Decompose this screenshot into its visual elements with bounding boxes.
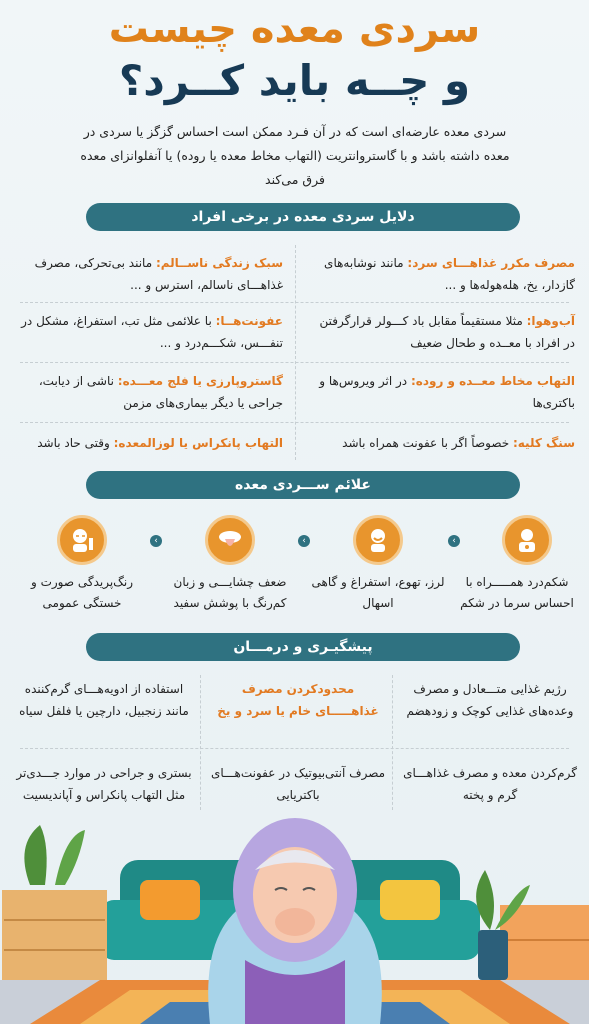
title-line-2: و چــه باید کــرد؟ xyxy=(118,56,471,105)
divider xyxy=(20,362,569,363)
divider xyxy=(295,245,296,460)
stomach-pain-icon xyxy=(502,515,552,565)
cause-item: عفونت‌هــا: با علائمی مثل تب، استفراغ، مشکل در تنفـــس، شکـــم‌درد و ... xyxy=(21,314,283,350)
divider xyxy=(392,675,393,810)
treatment-item: استفاده از ادویه‌هـــای گرم‌کننده مانند زنجبیل، دارچین یا فلفل سیاه xyxy=(19,682,189,718)
symptom-text: شکم‌درد همـــــراه با احساس سرما در شکم xyxy=(460,575,574,610)
treatment-item: مصرف آنتی‌بیوتیک در عفونت‌هـــای باکتریایی xyxy=(210,766,386,802)
sick-woman-illustration xyxy=(0,810,589,1024)
title-line-1: سردی معده چیست xyxy=(108,6,481,52)
treatment-item: بستری و جراحی در موارد جـــدی‌تر مثل التهاب پانکراس و آپاندیسیت xyxy=(16,766,192,802)
divider xyxy=(20,302,569,303)
treatment-item: محدودکردن مصرف غذاهـــــای خام یا سرد و یخ xyxy=(217,682,379,718)
chevron-icon: ‹ xyxy=(298,535,310,547)
cause-item: سبک زندگی ناســالم: مانند بی‌تحرکی، مصرف غذاهـــای ناسالم، استرس و ... xyxy=(34,256,283,292)
symptom-text: رنگ‌پریدگی صورت و خستگی عمومی xyxy=(30,575,134,610)
symptom-text: ضعف چشایـــی و زبان کم‌رنگ با پوشش سفید xyxy=(173,575,287,610)
symptoms-heading: علائم ســـردی معده xyxy=(86,471,520,499)
nausea-icon xyxy=(353,515,403,565)
intro-text: سردی معده عارضه‌ای است که در آن فـرد ممکن است احساس گزگز یا سردی در معده داشته باشد و با گاستروانتریت (التهاب مخاط معده یا روده) یا آنفلوانزای معده فرق می‌کند xyxy=(80,124,510,187)
cause-item: التهاب پانکراس یا لوزالمعده: وقتی حاد باشد xyxy=(37,436,283,450)
treatment-item: رژیم غذایی متـــعادل و مصرف وعده‌های غذایی کوچک و زودهضم xyxy=(406,682,574,718)
fatigue-icon xyxy=(57,515,107,565)
divider xyxy=(20,748,569,749)
tongue-icon xyxy=(205,515,255,565)
symptom-text: لرز، تهوع، استفراغ و گاهی اسهال xyxy=(311,575,445,610)
treatment-item: گرم‌کردن معده و مصرف غذاهـــای گرم و پخته xyxy=(403,766,577,802)
divider xyxy=(200,675,201,810)
chevron-icon: ‹ xyxy=(150,535,162,547)
divider xyxy=(20,422,569,423)
cause-item: مصرف مکرر غذاهـــای سرد: مانند نوشابه‌های گازدار، یخ، هله‌هوله‌ها و ... xyxy=(324,256,575,292)
cause-item: گاستروپارزی یا فلج معـــده: ناشی از دیابت، جراحی یا دیگر بیماری‌های مزمن xyxy=(38,374,283,410)
causes-heading: دلایل سردی معده در برخی افراد xyxy=(86,203,520,231)
treatment-heading: پیشگیـری و درمـــان xyxy=(86,633,520,661)
cause-item: سنگ کلیه: خصوصاً اگر با عفونت همراه باشد xyxy=(342,436,575,450)
cause-item: التهاب مخاط معــده و روده: در اثر ویروس‌ها و باکتری‌ها xyxy=(319,374,575,410)
chevron-icon: ‹ xyxy=(448,535,460,547)
cause-item: آب‌وهوا: مثلا مستقیماً مقابل باد کـــولر قرارگرفتن در افراد با معــده و طحال ضعیف xyxy=(319,314,575,350)
